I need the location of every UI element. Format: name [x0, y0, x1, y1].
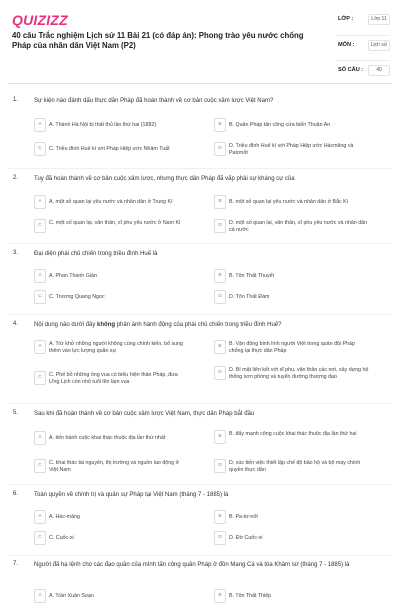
count-label: SỐ CÂU : [338, 67, 364, 73]
question-number: 4. [13, 321, 19, 327]
option-text: D. xúc tiến việc thiết lập chế độ bảo hộ và bộ máy chính quyền thực dân [229, 460, 361, 473]
question-text: Đại diện phái chủ chiến trong triều đình Huế là [34, 251, 158, 257]
option-letter-box: A [34, 195, 46, 209]
question-number: 3. [13, 250, 19, 256]
option-text: D. một số quan lại, văn thân, sĩ phu yêu nước và nhân dân cả nước [229, 220, 368, 233]
option-letter-box: D [214, 290, 226, 304]
question-text-part: Nội dung nào dưới đây [34, 322, 97, 328]
option-text: B. Tôn Thất Thuyết [229, 272, 275, 279]
option-letter-box: B [214, 589, 226, 603]
option-letter-box: D [214, 366, 226, 380]
option-text: B. một số quan lại yêu nước và nhân dân ở Bắc Kì [229, 198, 349, 205]
option-text: B. Pa-tơ-nốt [229, 513, 258, 520]
option-letter-box: A [34, 269, 46, 283]
option-text: B. Vận động binh lính người Việt trong quân đội Pháp chống lại thực dân Pháp [229, 341, 355, 354]
option-text: B. đẩy mạnh công cuộc khai thác thuộc địa lần thứ hai [229, 431, 357, 437]
count-value: 40 [368, 65, 390, 76]
option-text: D. Tôn Thất Đàm [229, 293, 270, 300]
option-letter-box: C [34, 219, 46, 233]
question-number: 2. [13, 175, 19, 181]
question-number: 7. [13, 561, 19, 567]
question-number: 5. [13, 410, 19, 416]
option-letter-box: A [34, 510, 46, 524]
option-text: C. Cuốc-xi [49, 534, 74, 541]
option-letter-box: B [214, 269, 226, 283]
option-text: C. Phế bỏ những ông vua có biểu hiện thân Pháp, đưa Ưng Lịch còn nhỏ tuổi lên làm vua [49, 372, 178, 385]
worksheet-header [0, 0, 400, 83]
option-text: D. Bí mật liên kết với sĩ phu, văn thân các nơi, xây dựng hệ thống sơn phòng và tuyến đường thượng đạo [229, 367, 369, 380]
option-letter-box: B [214, 340, 226, 354]
option-text: B. Tôn Thất Thiệp [229, 592, 272, 599]
question-text [34, 321, 384, 329]
option-text: A. tiến hành cuộc khai thác thuộc địa lần thứ nhất [49, 434, 166, 441]
option-letter-box: D [214, 531, 226, 545]
option-letter-box: C [34, 142, 46, 156]
option-letter-box: D [214, 142, 226, 156]
grade-label: LỚP : [338, 16, 354, 22]
option-letter-box: A [34, 431, 46, 445]
option-text: A. một số quan lại yêu nước và nhân dân ở Trung Kì [49, 198, 173, 205]
meta-divider [336, 60, 390, 61]
option-letter-box: A [34, 589, 46, 603]
question-divider [8, 243, 392, 244]
question-number: 6. [13, 491, 19, 497]
option-text: B. Quân Pháp tấn công cửa biển Thuận An [229, 121, 331, 128]
question-text-emphasis: không [97, 322, 115, 328]
option-letter-box: C [34, 371, 46, 385]
option-text: D. Đờ Cuốc-xi [229, 534, 263, 541]
option-text: D. Triều đình Huế kí với Pháp Hiệp ước Hácmăng và Patơnốt [229, 143, 354, 156]
question-number: 1. [13, 97, 19, 103]
option-letter-box: C [34, 290, 46, 304]
subject-value: Lịch sử [368, 40, 390, 51]
option-letter-box: B [214, 430, 226, 444]
option-text: A. Phan Thanh Giản [49, 272, 97, 279]
worksheet-title: 40 câu Trắc nghiệm Lịch sử 11 Bài 21 (có đáp án): Phong trào yêu nước chống Pháp của nhân dân Việt Nam (P2) [12, 31, 304, 50]
option-letter-box: C [34, 459, 46, 473]
question-divider [8, 403, 392, 404]
grade-value: Lớp 11 [368, 14, 390, 25]
question-divider [8, 555, 392, 556]
option-letter-box: B [214, 195, 226, 209]
option-text: C. Trương Quang Ngọc [49, 293, 105, 300]
option-letter-box: D [214, 459, 226, 473]
question-divider [8, 168, 392, 169]
option-text: A. Trừ khử những người không cùng chính kiến, bổ sung thêm vào lực lượng quân sự [49, 341, 183, 354]
option-letter-box: A [34, 340, 46, 354]
question-text: Sự kiện nào đánh dấu thực dân Pháp đã hoàn thành về cơ bản cuộc xâm lược Việt Nam? [34, 98, 274, 104]
option-letter-box: B [214, 118, 226, 132]
option-text: A. Hác-măng [49, 513, 80, 520]
question-text-part: phản ánh hành động của phái chủ chiến trong triều đình Huế? [115, 322, 282, 328]
quizizz-logo: QUIZIZZ [12, 12, 68, 28]
meta-divider [336, 35, 390, 36]
question-divider [8, 314, 392, 315]
option-text: A. Thành Hà Nội bị thất thủ lần thứ hai (1882) [49, 121, 157, 128]
option-text: A. Trần Xuân Soạn [49, 592, 94, 599]
option-letter-box: D [214, 219, 226, 233]
option-letter-box: C [34, 531, 46, 545]
question-text: Tuy đã hoàn thành về cơ bản cuộc xâm lược, nhưng thực dân Pháp đã vấp phải sự kháng cự của [34, 176, 295, 182]
option-letter-box: A [34, 118, 46, 132]
option-text: C. một số quan lại, văn thân, sĩ phu yêu nước ở Nam Kì [49, 220, 181, 226]
option-text: C. khai thác tài nguyên, thị trường và nguồn lao động ở Việt Nam [49, 460, 180, 473]
question-text: Người đã hạ lệnh cho các đạo quân của mình tấn công quân Pháp ở đồn Mang Cá và tòa Khâm sứ (tháng 7 - 1885) là [34, 562, 350, 568]
subject-label: MÔN : [338, 42, 355, 48]
header-divider [8, 83, 392, 84]
option-text: C. Triều đình Huế kí với Pháp Hiệp ước Nhâm Tuất [49, 145, 170, 152]
question-text: Sau khi đã hoàn thành về cơ bản cuộc xâm lược Việt Nam, thực dân Pháp bắt đầu [34, 411, 255, 417]
question-text: Toàn quyền về chính trị và quân sự Pháp tại Việt Nam (tháng 7 - 1885) là [34, 492, 229, 498]
option-letter-box: B [214, 510, 226, 524]
question-divider [8, 484, 392, 485]
